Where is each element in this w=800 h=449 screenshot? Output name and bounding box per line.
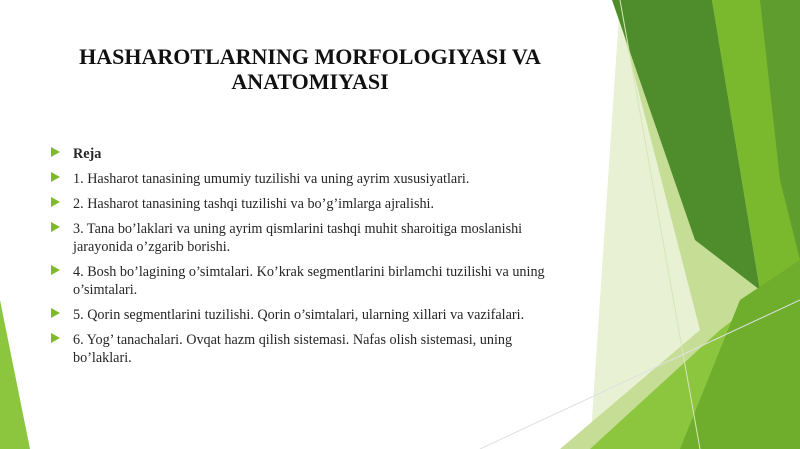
list-item-text: 5. Qorin segmentlarini tuzilishi. Qorin o’simtalari, ularning xillari va vazifalari.	[73, 307, 525, 323]
list-item-text: 3. Tana bo’laklari va uning ayrim qismlarini tashqi muhit sharoitiga moslanishi jarayonida o’zgarib borishi.	[73, 221, 523, 255]
list-item	[50, 263, 570, 299]
triangle-bullet-icon	[51, 265, 60, 275]
triangle-bullet-icon	[51, 147, 60, 157]
list-item-text: Reja	[73, 146, 102, 162]
triangle-bullet-icon	[51, 308, 60, 318]
list-item	[50, 195, 570, 213]
triangle-bullet-icon	[51, 222, 60, 232]
left-edge-shape	[0, 300, 30, 449]
triangle-bullet-icon	[51, 197, 60, 207]
list-item-text: 2. Hasharot tanasining tashqi tuzilishi va bo’g’imlarga ajralishi.	[73, 196, 435, 212]
list-item	[50, 220, 570, 256]
list-item-text: 6. Yog’ tanachalari. Ovqat hazm qilish sistemasi. Nafas olish sistemasi, uning bo’laklari.	[73, 332, 513, 366]
list-item	[50, 145, 570, 163]
list-item	[50, 331, 570, 367]
triangle-bullet-icon	[51, 333, 60, 343]
list-item-text: 4. Bosh bo’lagining o’simtalari. Ko’krak segmentlarini birlamchi tuzilishi va uning o’simtalari.	[73, 264, 545, 298]
list-item-text: 1. Hasharot tanasining umumiy tuzilishi va uning ayrim xususiyatlari.	[73, 171, 470, 187]
triangle-bullet-icon	[51, 172, 60, 182]
agenda-list	[50, 145, 570, 374]
list-item	[50, 170, 570, 188]
slide-title: HASHAROTLARNING MORFOLOGIYASI VA ANATOMIYASI	[79, 44, 541, 94]
list-item	[50, 306, 570, 324]
